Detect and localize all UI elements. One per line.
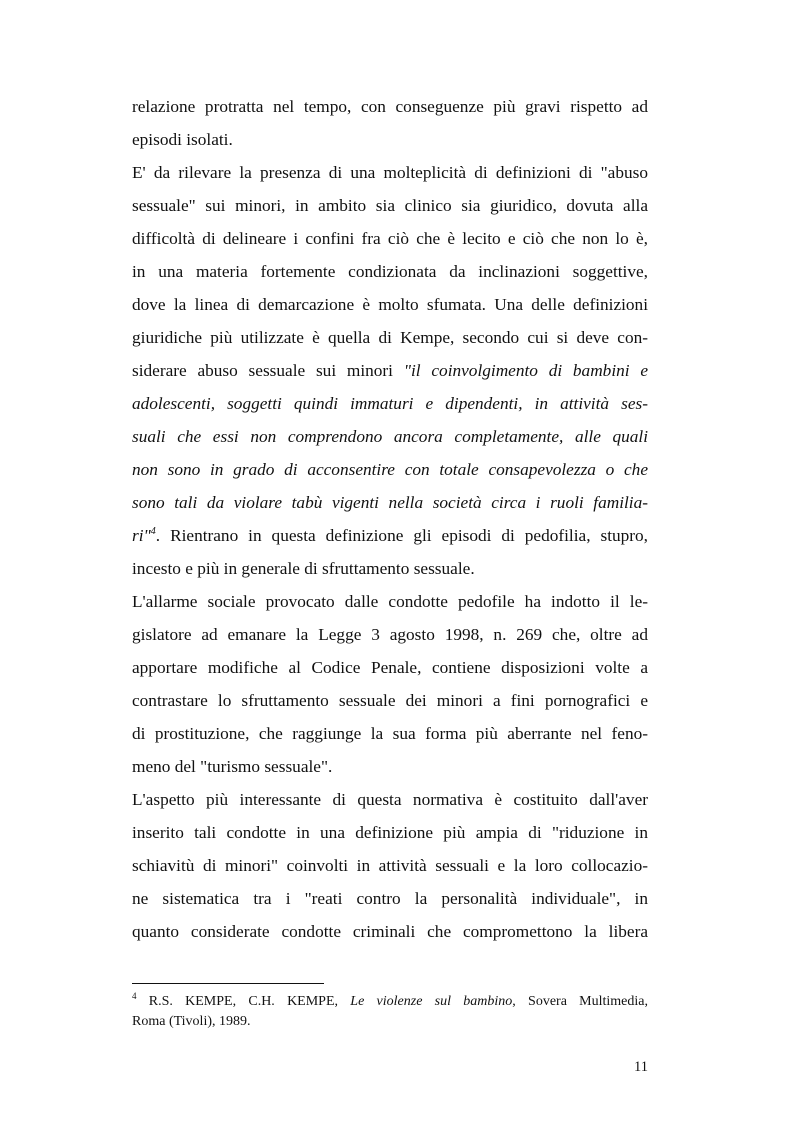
body-line: episodi isolati. (132, 130, 233, 149)
body-line: sessuale" sui minori, in ambito sia clinico sia giuridico, dovuta alla (132, 196, 648, 215)
body-text: . Rientrano in questa definizione gli episodi di pedofilia, stupro, (155, 526, 648, 545)
body-line: contrastare lo sfruttamento sessuale dei minori a fini pornografici e (132, 691, 648, 710)
body-line (132, 526, 648, 546)
kempe-quote: "il coinvolgimento di bambini e (403, 361, 648, 380)
body-line: E' da rilevare la presenza di una molteplicità di definizioni di "abuso (132, 163, 648, 182)
body-line: di prostituzione, che raggiunge la sua forma più aberrante nel feno- (132, 724, 648, 743)
footnote-title: Le violenze sul bambino (350, 994, 513, 1009)
kempe-quote-line: sono tali da violare tabù vigenti nella società circa i ruoli familia- (132, 493, 648, 512)
kempe-quote-line: non sono in grado di acconsentire con totale consapevolezza o che (132, 460, 648, 479)
body-line: in una materia fortemente condizionata da inclinazioni soggettive, (132, 262, 648, 281)
footnote-number: 4 (132, 991, 137, 1001)
body-line: ne sistematica tra i "reati contro la personalità individuale", in (132, 889, 648, 908)
body-line: inserito tali condotte in una definizione più ampia di "riduzione in (132, 823, 648, 842)
body-line: gislatore ad emanare la Legge 3 agosto 1998, n. 269 che, oltre ad (132, 625, 648, 644)
body-line: L'aspetto più interessante di questa normativa è costituito dall'aver (132, 790, 648, 809)
body-line: dove la linea di demarcazione è molto sfumata. Una delle definizioni (132, 295, 648, 314)
body-line: apportare modifiche al Codice Penale, contiene disposizioni volte a (132, 658, 648, 677)
body-line: meno del "turismo sessuale". (132, 757, 333, 776)
body-line: quanto considerate condotte criminali che compromettono la libera (132, 922, 648, 941)
footnote (132, 993, 648, 1010)
footnote-publisher: , Sovera Multimedia, (512, 994, 649, 1009)
body-line (132, 361, 648, 381)
footnote-line: Roma (Tivoli), 1989. (132, 1014, 251, 1029)
footnote-separator (132, 983, 324, 984)
footnote-ref: 4 (150, 526, 156, 537)
kempe-quote-line: suali che essi non comprendono ancora completamente, alle quali (132, 427, 648, 446)
kempe-quote: ri" (132, 526, 151, 545)
body-line: difficoltà di delineare i confini fra ciò che è lecito e ciò che non lo è, (132, 229, 648, 248)
body-line: schiavitù di minori" coinvolti in attività sessuali e la loro collocazio- (132, 856, 648, 875)
footnote-authors: R.S. KEMPE, C.H. KEMPE, (136, 994, 351, 1009)
kempe-quote-line: adolescenti, soggetti quindi immaturi e dipendenti, in attività ses- (132, 394, 648, 413)
body-line: incesto e più in generale di sfruttamento sessuale. (132, 559, 475, 578)
body-line: giuridiche più utilizzate è quella di Kempe, secondo cui si deve con- (132, 328, 648, 347)
body-text: siderare abuso sessuale sui minori (132, 361, 404, 380)
body-line: relazione protratta nel tempo, con conseguenze più gravi rispetto ad (132, 97, 648, 116)
body-line: L'allarme sociale provocato dalle condotte pedofile ha indotto il le- (132, 592, 648, 611)
page-number: 11 (634, 1059, 648, 1075)
